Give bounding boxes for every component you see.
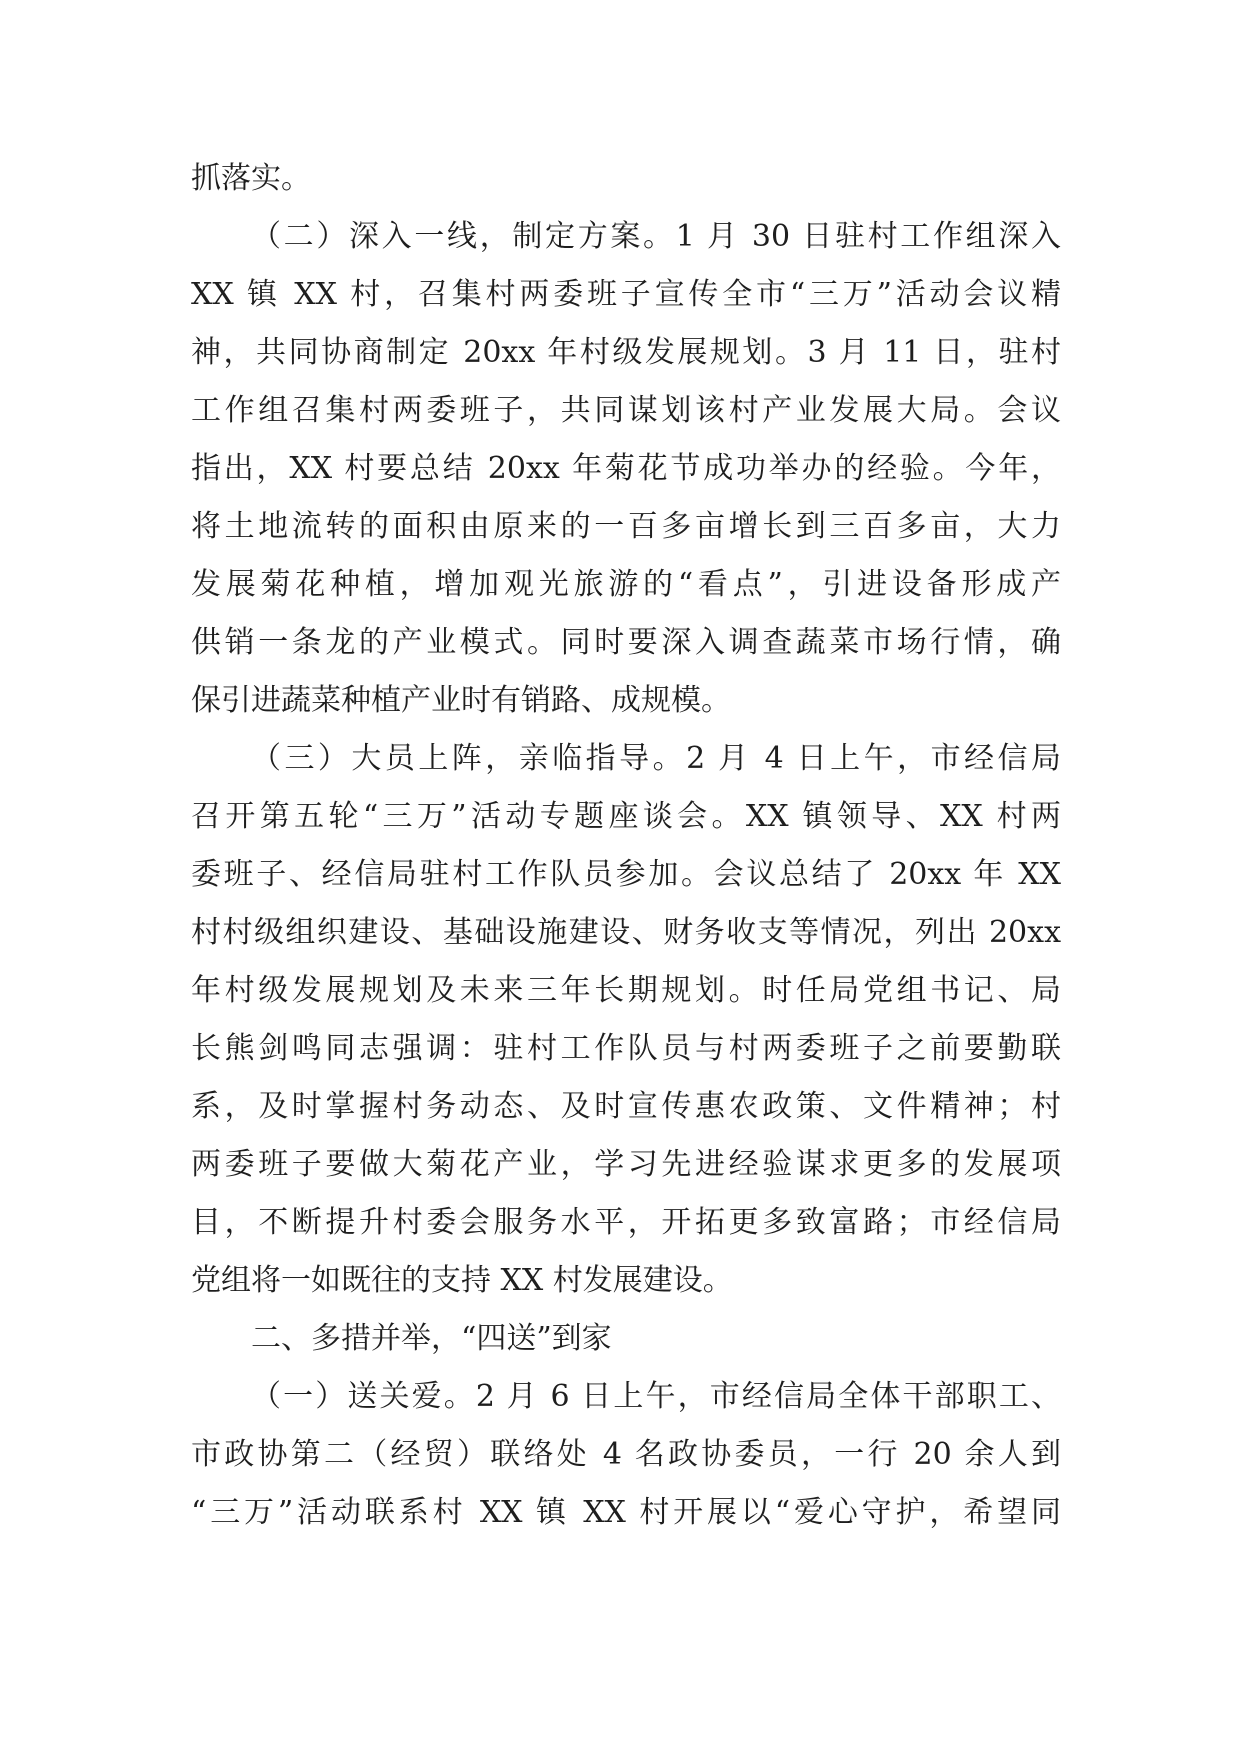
section-heading: 二、多措并举，“四送”到家: [251, 1321, 612, 1356]
paragraph-line: 工作组召集村两委班子，共同谋划该村产业发展大局。会议: [191, 393, 1061, 428]
paragraph-line: 两委班子要做大菊花产业，学习先进经验谋求更多的发展项: [191, 1147, 1061, 1182]
paragraph-line: 党组将一如既往的支持 XX 村发展建设。: [191, 1263, 733, 1298]
paragraph-line: （一）送关爱。2 月 6 日上午，市经信局全体干部职工、: [251, 1379, 1061, 1414]
paragraph-line: 系，及时掌握村务动态、及时宣传惠农政策、文件精神；村: [191, 1089, 1061, 1124]
paragraph-line: 发展菊花种植，增加观光旅游的“看点”，引进设备形成产: [191, 567, 1061, 602]
paragraph-line: 将土地流转的面积由原来的一百多亩增长到三百多亩，大力: [191, 509, 1061, 544]
paragraph-line: XX 镇 XX 村，召集村两委班子宣传全市“三万”活动会议精: [191, 277, 1061, 312]
paragraph-line: 供销一条龙的产业模式。同时要深入调查蔬菜市场行情，确: [191, 625, 1061, 660]
paragraph-line: 年村级发展规划及未来三年长期规划。时任局党组书记、局: [191, 973, 1061, 1008]
paragraph-line: 召开第五轮“三万”活动专题座谈会。XX 镇领导、XX 村两: [191, 799, 1061, 834]
paragraph-line: 村村级组织建设、基础设施建设、财务收支等情况，列出 20xx: [191, 915, 1061, 950]
paragraph-line: 市政协第二（经贸）联络处 4 名政协委员，一行 20 余人到: [191, 1437, 1061, 1472]
paragraph-line: “三万”活动联系村 XX 镇 XX 村开展以“爱心守护，希望同: [191, 1495, 1061, 1530]
paragraph-line: 神，共同协商制定 20xx 年村级发展规划。3 月 11 日，驻村: [191, 335, 1061, 370]
paragraph-line: （三）大员上阵，亲临指导。2 月 4 日上午，市经信局: [251, 741, 1061, 776]
paragraph-line: 长熊剑鸣同志强调：驻村工作队员与村两委班子之前要勤联: [191, 1031, 1061, 1066]
paragraph-line: 委班子、经信局驻村工作队员参加。会议总结了 20xx 年 XX: [191, 857, 1061, 892]
paragraph-line: （二）深入一线，制定方案。1 月 30 日驻村工作组深入: [251, 219, 1061, 254]
paragraph-line: 抓落实。: [191, 161, 311, 196]
paragraph-line: 目，不断提升村委会服务水平，开拓更多致富路；市经信局: [191, 1205, 1061, 1240]
paragraph-line: 指出，XX 村要总结 20xx 年菊花节成功举办的经验。今年，: [191, 451, 1061, 486]
paragraph-line: 保引进蔬菜种植产业时有销路、成规模。: [191, 683, 731, 718]
document-body: [191, 150, 1061, 1542]
